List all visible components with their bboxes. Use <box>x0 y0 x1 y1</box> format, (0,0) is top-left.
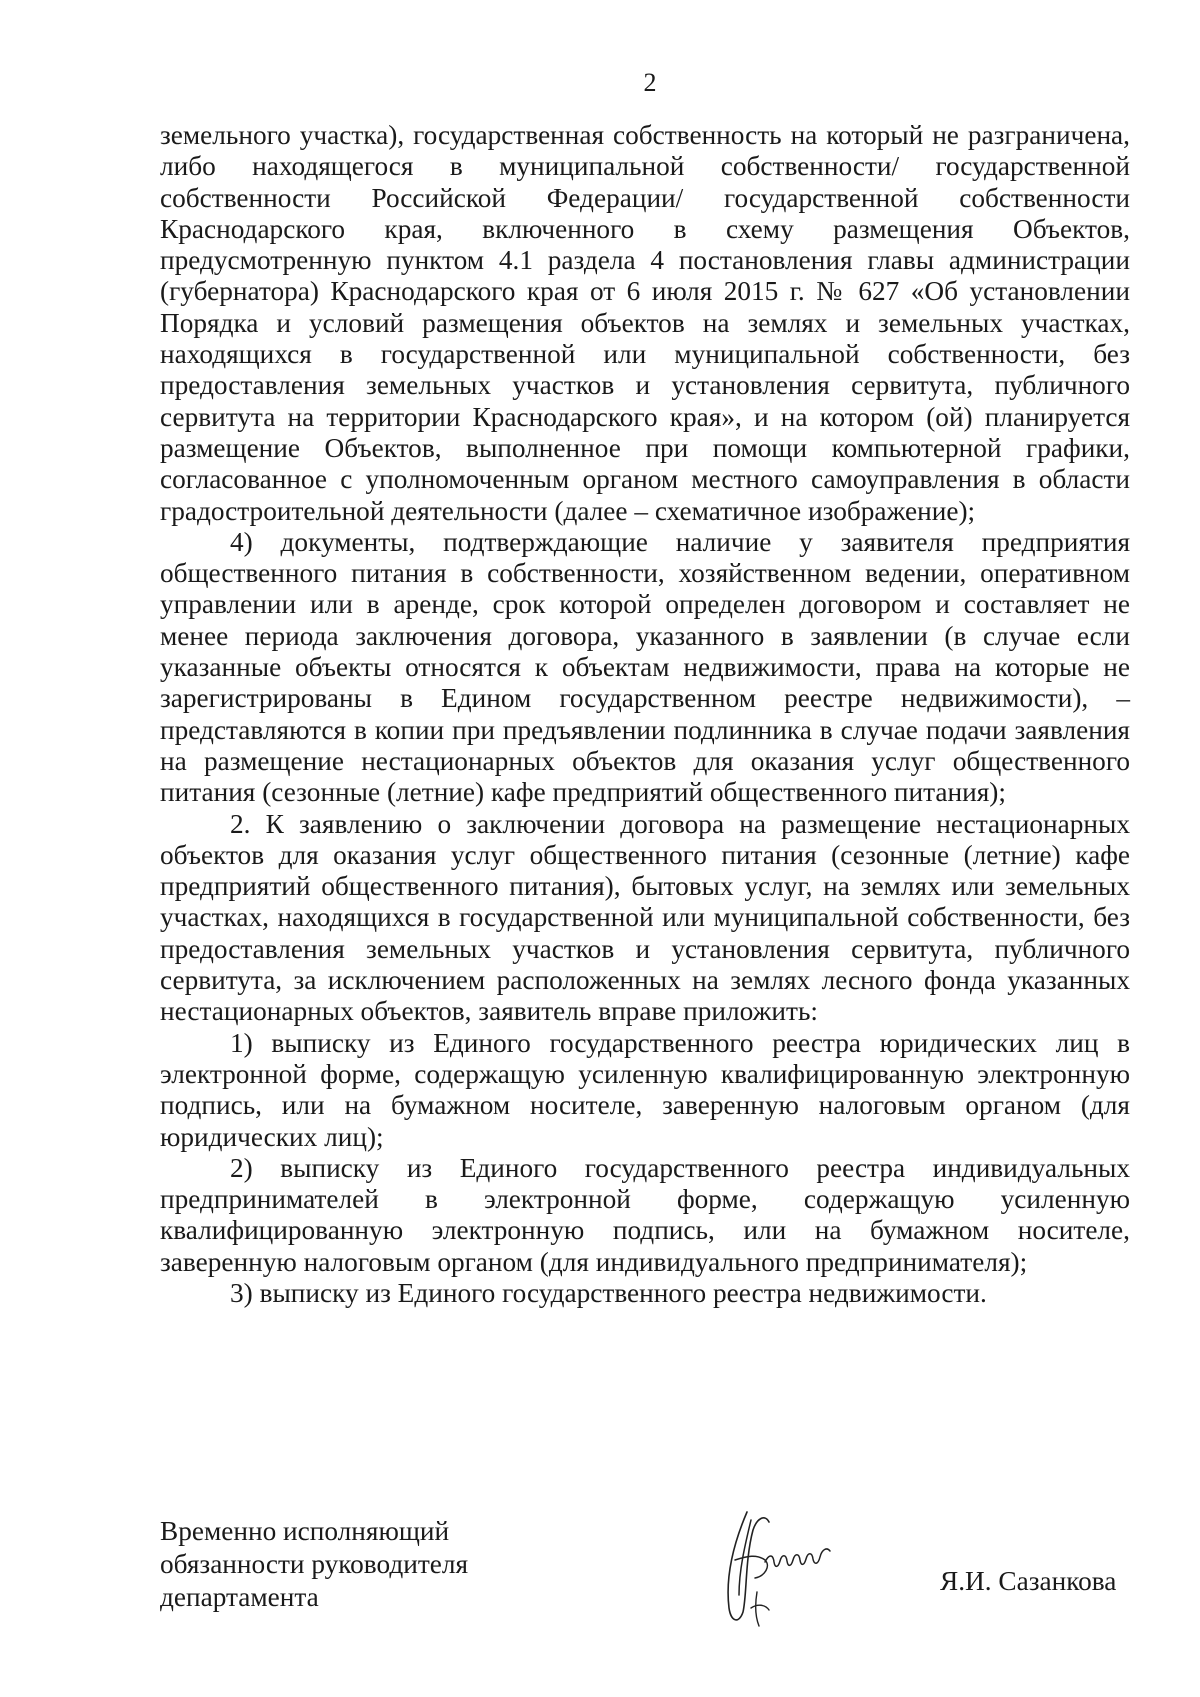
signer-name: Я.И. Сазанкова <box>940 1566 1117 1596</box>
paragraph-continuation: земельного участка), государственная собственность на который не разграничена, либо находящегося в муниципальной собственности/ государственной собственности Российской Федерации/ государственной собственности Краснодарского края, включенного в схему размещения Объектов, предусмотренную пунктом 4.1 раздела 4 постановления главы администрации (губернатора) Краснодарского края от 6 июля 2015 г. № 627 «Об установлении Порядка и условий размещения объектов на землях и земельных участках, находящихся в государственной или муниципальной собственности, без предоставления земельных участков и установления сервитута, публичного сервитута на территории Краснодарского края», и на котором (ой) планируется размещение Объектов, выполненное при помощи компьютерной графики, согласованное с уполномоченным органом местного самоуправления в области градостроительной деятельности (далее – схематичное изображение); <box>160 120 1130 526</box>
signer-title <box>160 1515 468 1614</box>
paragraph-subitem-2: 2) выписку из Единого государственного реестра индивидуальных предпринимателей в электронной форме, содержащую усиленную квалифицированную электронную подпись, или на бумажном носителе, заверенную налоговым органом (для индивидуального предпринимателя); <box>160 1152 1130 1277</box>
signer-title-line-2: обязанности руководителя <box>160 1549 469 1579</box>
handwritten-signature <box>695 1500 855 1630</box>
paragraph-subitem-3: 3) выписку из Единого государственного реестра недвижимости. <box>230 1277 987 1308</box>
paragraph-subitem-1: 1) выписку из Единого государственного реестра юридических лиц в электронной форме, содержащую усиленную квалифицированную электронную подпись, или на бумажном носителе, заверенную налоговым органом (для юридических лиц); <box>160 1027 1130 1152</box>
page-number: 2 <box>643 68 657 97</box>
paragraph-section-2: 2. К заявлению о заключении договора на размещение нестационарных объектов для оказания услуг общественного питания (сезонные (летние) кафе предприятий общественного питания), бытовых услуг, на землях или земельных участках, находящихся в государственной или муниципальной собственности, без предоставления земельных участков и установления сервитута, публичного сервитута, за исключением расположенных на землях лесного фонда указанных нестационарных объектов, заявитель вправе приложить: <box>160 808 1130 1027</box>
paragraph-item-4: 4) документы, подтверждающие наличие у заявителя предприятия общественного питания в собственности, хозяйственном ведении, оперативном управлении или в аренде, срок которой определен договором и составляет не менее периода заключения договора, указанного в заявлении (в случае если указанные объекты относятся к объектам недвижимости, права на которые не зарегистрированы в Едином государственном реестре недвижимости), – представляются в копии при предъявлении подлинника в случае подачи заявления на размещение нестационарных объектов для оказания услуг общественного питания (сезонные (летние) кафе предприятий общественного питания); <box>160 526 1130 808</box>
document-body <box>160 120 1130 1309</box>
signer-title-line-1: Временно исполняющий <box>160 1516 450 1546</box>
signer-title-line-3: департамента <box>160 1582 319 1612</box>
